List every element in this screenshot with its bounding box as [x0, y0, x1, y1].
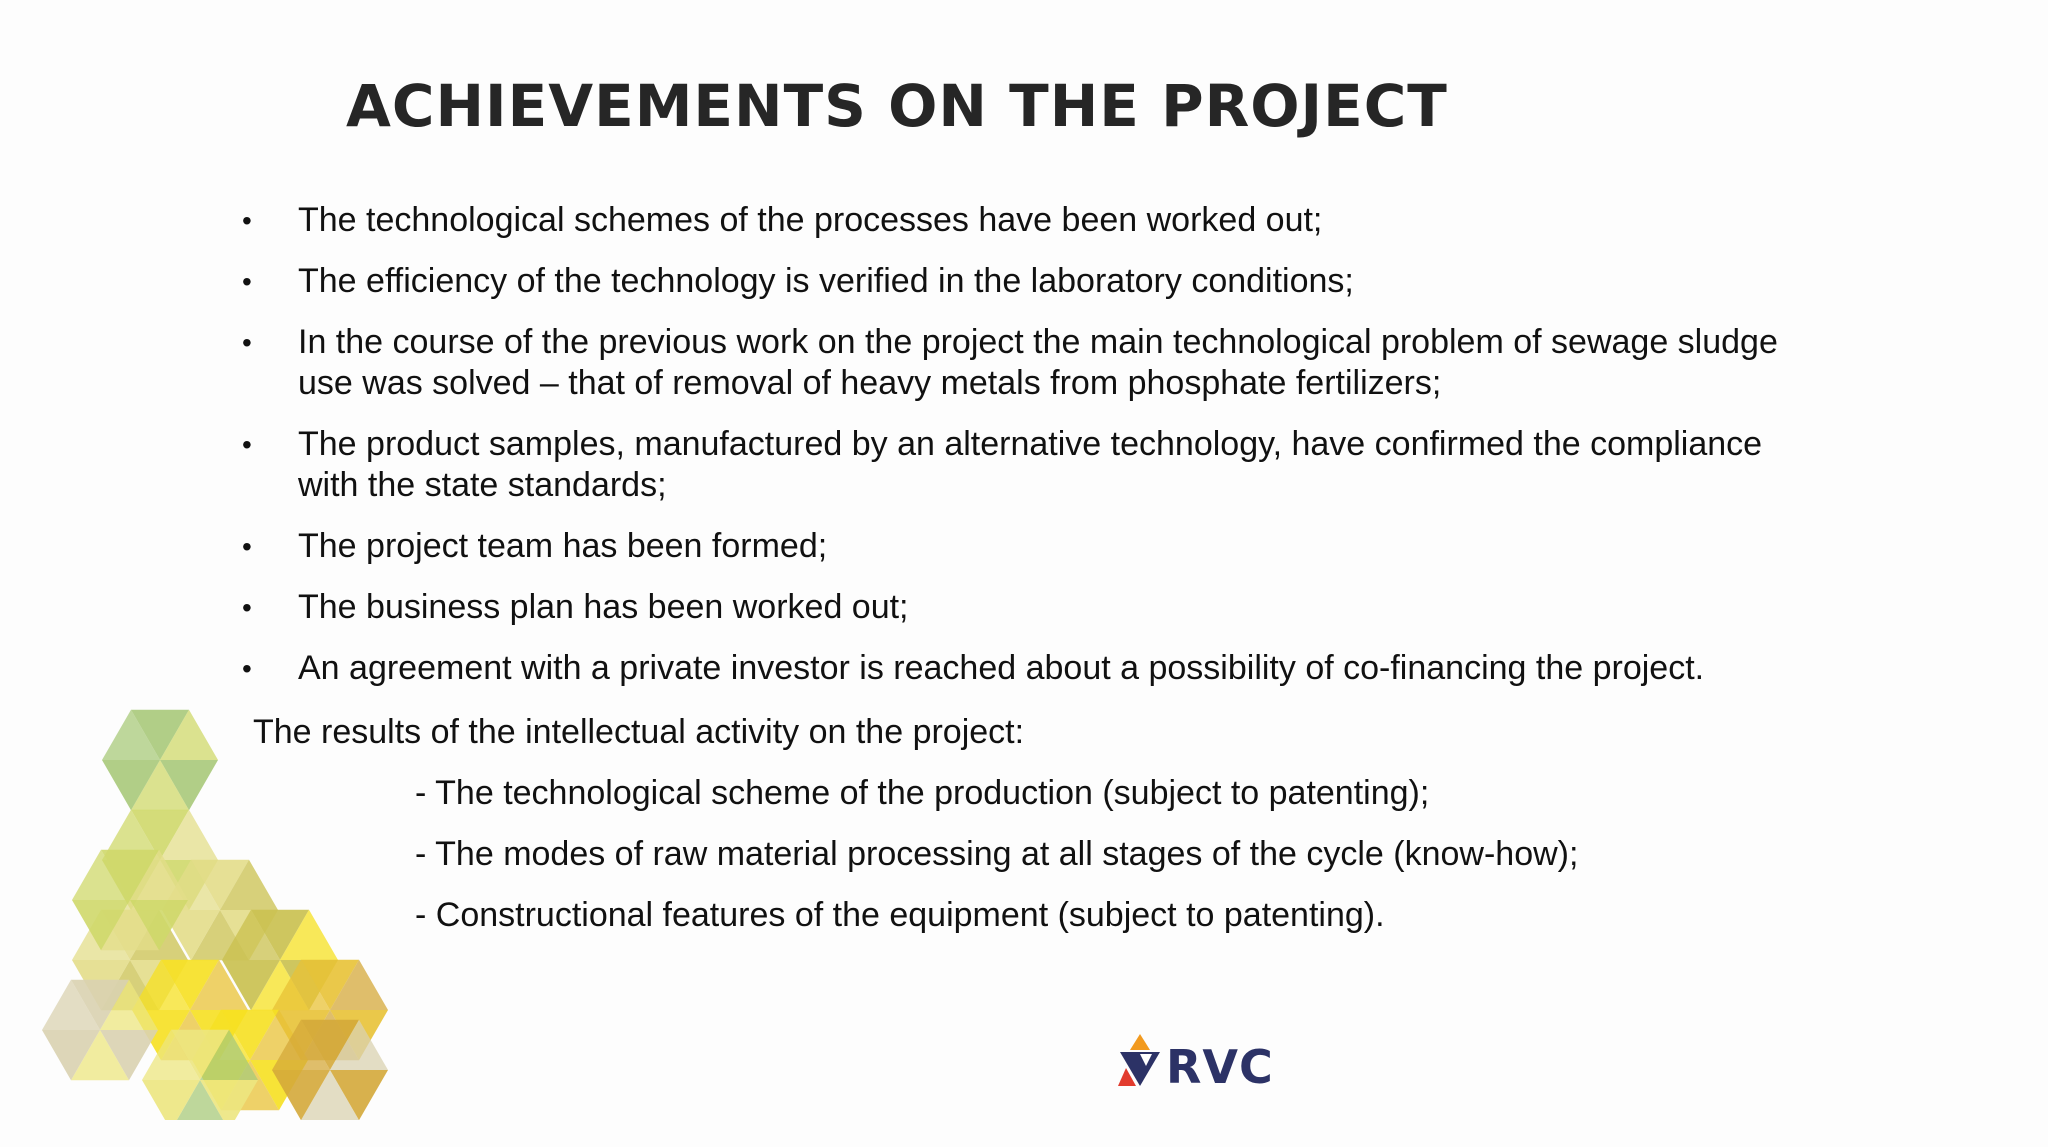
bullet-icon: • [242, 429, 252, 460]
bullet-icon: • [242, 531, 252, 562]
achievement-text: The business plan has been worked out; [298, 588, 909, 626]
result-item: - The modes of raw material processing at all stages of the cycle (know-how); [415, 835, 1579, 873]
achievement-item [240, 648, 1820, 689]
achievement-text: An agreement with a private investor is reached about a possibility of co-financing the project. [298, 649, 1705, 687]
achievement-item [240, 200, 1820, 241]
result-item: - The technological scheme of the production (subject to patenting); [415, 774, 1430, 812]
slide-title: ACHIEVEMENTS ON THE PROJECT [346, 72, 1448, 140]
achievement-item [240, 424, 1820, 506]
achievement-text: The project team has been formed; [298, 527, 828, 565]
result-item: - Constructional features of the equipment (subject to patenting). [415, 896, 1385, 934]
bullet-icon: • [242, 653, 252, 684]
achievement-item [240, 587, 1820, 628]
achievement-text: The technological schemes of the processes have been worked out; [298, 201, 1323, 239]
bullet-icon: • [242, 327, 252, 358]
bullet-icon: • [242, 592, 252, 623]
bullet-icon: • [242, 266, 252, 297]
results-heading: The results of the intellectual activity on the project: [253, 713, 1025, 751]
results-list [415, 773, 1578, 956]
logo-text: RVC [1166, 1040, 1274, 1094]
achievement-text: In the course of the previous work on the project the main technological problem of sewage sludge use was solved – that of removal of heavy metals from phosphate fertilizers; [298, 323, 1778, 402]
achievement-text: The efficiency of the technology is verified in the laboratory conditions; [298, 262, 1354, 300]
achievement-item [240, 261, 1820, 302]
bullet-icon: • [242, 205, 252, 236]
hexagon-pattern-icon [30, 700, 390, 1120]
achievement-text: The product samples, manufactured by an alternative technology, have confirmed the compliance with the state standards; [298, 425, 1763, 504]
achievements-list [240, 200, 1820, 709]
achievement-item [240, 322, 1820, 404]
achievement-item [240, 526, 1820, 567]
